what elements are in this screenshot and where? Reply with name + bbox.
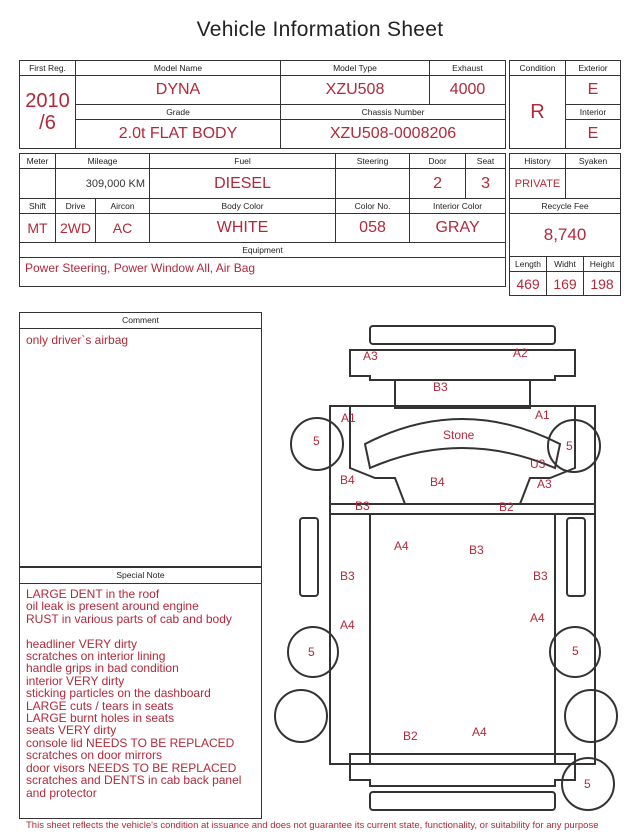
mark-right-upper: U3	[530, 457, 546, 471]
exterior-label: Exterior	[566, 61, 621, 76]
first-reg-year: 2010	[25, 90, 70, 112]
recycle-fee-label: Recycle Fee	[510, 199, 621, 214]
width-label: Widht	[547, 257, 584, 272]
meter-label: Meter	[20, 154, 56, 169]
grade-value: 2.0t FLAT BODY	[76, 120, 281, 149]
special-note-item: LARGE burnt holes in seats	[26, 711, 175, 726]
special-note-item: oil leak is present around engine	[26, 599, 199, 614]
mark-wheel-rear-right: 5	[572, 644, 579, 658]
special-note-item: LARGE DENT in the roof	[26, 587, 160, 601]
grade-label: Grade	[76, 105, 281, 120]
mark-bed-side-right-b: B3	[533, 569, 548, 583]
special-note-box	[19, 567, 262, 819]
height-value: 198	[584, 272, 621, 296]
length-label: Length	[510, 257, 547, 272]
mark-spare-wheel: 5	[584, 777, 591, 791]
left-mirror-bar	[300, 518, 318, 596]
special-note-item: and protector	[26, 785, 97, 800]
mark-left-fender: A1	[341, 411, 356, 425]
vehicle-damage-diagram	[265, 318, 635, 818]
mark-bed-bottom-left: B2	[403, 729, 418, 743]
special-note-item: scratches on interior lining	[26, 649, 166, 664]
first-reg-month: /6	[39, 112, 56, 134]
special-note-header: Special Note	[20, 568, 261, 584]
special-note-item: LARGE cuts / tears in seats	[26, 698, 174, 713]
special-note-item: scratches on door mirrors	[26, 748, 163, 763]
condition-table	[509, 60, 621, 149]
special-note-item: door visors NEEDS TO BE REPLACED	[26, 760, 237, 775]
mark-bed-side-right-a: A4	[530, 611, 545, 625]
mark-bed-side-left-b: B3	[340, 569, 355, 583]
mark-wheel-rear-left: 5	[308, 645, 315, 659]
seat-label: Seat	[466, 154, 506, 169]
color-no-label: Color No.	[336, 199, 410, 214]
drive-label: Drive	[56, 199, 96, 214]
seat-value: 3	[466, 169, 506, 199]
history-table	[509, 153, 621, 296]
bed-side-right	[555, 514, 595, 764]
body-color-value: WHITE	[150, 214, 336, 243]
door-value: 2	[410, 169, 466, 199]
bed-side-left	[330, 514, 370, 764]
aircon-value: AC	[96, 214, 150, 243]
mileage-label: Mileage	[56, 154, 150, 169]
condition-value: R	[510, 76, 566, 149]
comment-text: only driver`s airbag	[26, 333, 129, 347]
rear-bumper-outline	[370, 792, 555, 810]
exhaust-label: Exhaust	[430, 61, 506, 76]
history-label: History	[510, 154, 566, 169]
interior-color-value: GRAY	[410, 214, 506, 243]
mark-front-bumper-right: A2	[513, 346, 528, 360]
fuel-value: DIESEL	[150, 169, 336, 199]
mark-bed-center: B3	[469, 543, 484, 557]
mark-bed-left-upper: A4	[394, 539, 409, 553]
first-reg-label: First Reg.	[20, 61, 76, 76]
special-note-item: seats VERY dirty	[26, 723, 117, 738]
aircon-label: Aircon	[96, 199, 150, 214]
exhaust-value: 4000	[430, 76, 506, 105]
chassis-number-value: XZU508-0008206	[281, 120, 506, 149]
interior-value: E	[566, 120, 621, 149]
chassis-number-label: Chassis Number	[281, 105, 506, 120]
steering-value	[336, 169, 410, 199]
exterior-value: E	[566, 76, 621, 105]
special-note-item: RUST in various parts of cab and body	[26, 611, 232, 626]
special-note-item: sticking particles on the dashboard	[26, 686, 211, 701]
mark-cab-center: B4	[430, 475, 445, 489]
mark-bed-side-left-a: A4	[340, 618, 355, 632]
recycle-fee-value: 8,740	[510, 214, 621, 257]
width-value: 169	[547, 272, 584, 296]
mark-right-lower: A3	[537, 477, 552, 491]
syaken-value	[566, 169, 621, 199]
steering-label: Steering	[336, 154, 410, 169]
mark-right-step: B2	[499, 500, 514, 514]
drive-value: 2WD	[56, 214, 96, 243]
height-label: Height	[584, 257, 621, 272]
special-note-item: interior VERY dirty	[26, 673, 125, 688]
first-reg-value	[20, 76, 76, 149]
mark-windshield: Stone	[443, 428, 475, 442]
page-title: Vehicle Information Sheet	[196, 18, 444, 41]
rear-bumper	[350, 754, 575, 786]
mark-front-bumper-left: A3	[363, 349, 378, 363]
interior-label: Interior	[566, 105, 621, 120]
special-note-item: headliner VERY dirty	[26, 636, 137, 651]
model-type-label: Model Type	[281, 61, 430, 76]
special-note-item: console lid NEEDS TO BE REPLACED	[26, 735, 235, 750]
special-note-item	[26, 625, 255, 637]
mileage-value: 309,000 KM	[56, 169, 150, 199]
front-bumper	[350, 350, 575, 380]
mark-left-door: B4	[340, 473, 355, 487]
equipment-label: Equipment	[20, 243, 506, 258]
comment-box	[19, 312, 262, 567]
bed-front-rail	[330, 504, 595, 514]
hood	[395, 380, 530, 408]
length-value: 469	[510, 272, 547, 296]
history-value: PRIVATE	[510, 169, 566, 199]
model-name-value: DYNA	[76, 76, 281, 105]
special-note-item: scratches and DENTS in cab back panel	[26, 773, 242, 788]
meter-value	[20, 169, 56, 199]
shift-value: MT	[20, 214, 56, 243]
model-name-label: Model Name	[76, 61, 281, 76]
mark-wheel-front-left: 5	[313, 434, 320, 448]
disclaimer-footer: This sheet reflects the vehicle's condition at issuance and does not guarantee its current state, functionality, or suitability for any purpose	[26, 820, 599, 831]
condition-label: Condition	[510, 61, 566, 76]
wheel-rear-left-outer	[275, 690, 327, 742]
special-note-item: handle grips in bad condition	[26, 661, 179, 676]
special-note-list	[20, 584, 261, 804]
fuel-label: Fuel	[150, 154, 336, 169]
mark-bed-bottom-right: A4	[472, 725, 487, 739]
comment-header: Comment	[20, 313, 261, 329]
body-color-label: Body Color	[150, 199, 336, 214]
wheel-rear-right-outer	[565, 690, 617, 742]
model-type-value: XZU508	[281, 76, 430, 105]
mark-hood: B3	[433, 380, 448, 394]
syaken-label: Syaken	[566, 154, 621, 169]
vehicle-info-table-bottom	[19, 153, 506, 287]
mark-left-step: B3	[355, 499, 370, 513]
cab-outline	[330, 406, 595, 504]
vehicle-info-table-top	[19, 60, 506, 149]
mark-right-fender: A1	[535, 408, 550, 422]
front-bumper-outline	[370, 326, 555, 344]
interior-color-label: Interior Color	[410, 199, 506, 214]
shift-label: Shift	[20, 199, 56, 214]
color-no-value: 058	[336, 214, 410, 243]
door-label: Door	[410, 154, 466, 169]
equipment-value: Power Steering, Power Window All, Air Bag	[20, 258, 506, 287]
right-mirror-bar	[567, 518, 585, 596]
mark-wheel-front-right: 5	[566, 439, 573, 453]
